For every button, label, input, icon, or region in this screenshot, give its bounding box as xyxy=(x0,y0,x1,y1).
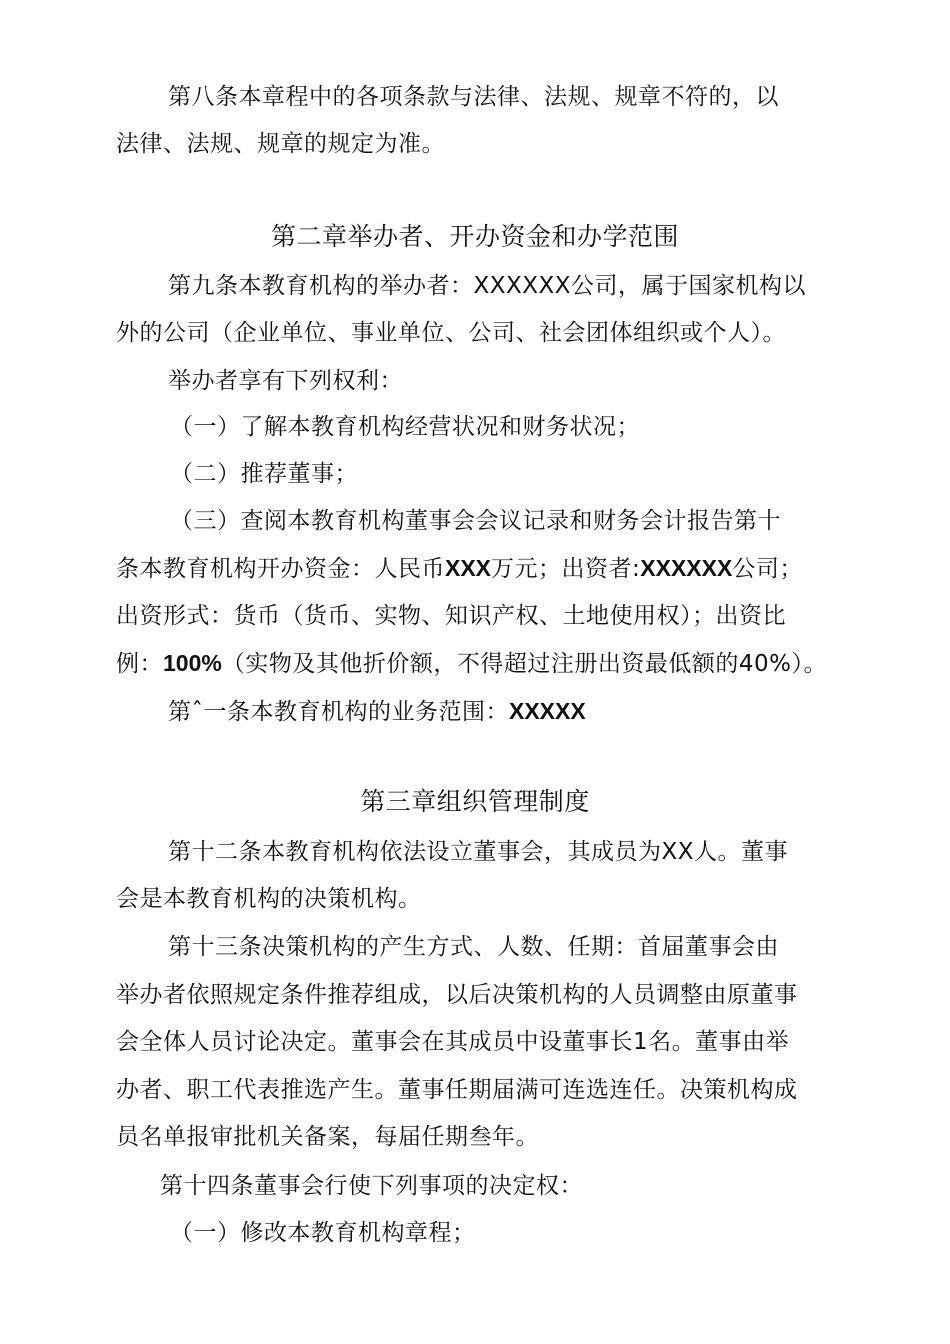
investor-name: XXXXXX xyxy=(640,555,733,581)
article-8-line-1: 第八条本章程中的各项条款与法律、法规、规章不符的，以 xyxy=(168,84,779,110)
article-10-line-1 xyxy=(116,553,803,584)
investment-ratio: 100% xyxy=(163,650,222,676)
board-power-item-1: （一）修改本教育机构章程； xyxy=(170,1220,476,1246)
right-item-2: （二）推荐董事； xyxy=(170,461,358,487)
article-9-line-1: 第九条本教育机构的举办者：XXXXXX公司，属于国家机构以 xyxy=(168,273,807,299)
rights-intro: 举办者享有下列权利： xyxy=(168,368,403,394)
right-item-1: （一）了解本教育机构经营状况和财务状况； xyxy=(170,414,640,440)
article-8-line-2: 法律、法规、规章的规定为准。 xyxy=(116,131,445,157)
article-14-line-1: 第十四条董事会行使下列事项的决定权： xyxy=(160,1173,583,1199)
article-9-line-2: 外的公司（企业单位、事业单位、公司、社会团体组织或个人）。 xyxy=(116,320,786,346)
chapter-3-heading: 第三章组织管理制度 xyxy=(360,787,590,816)
article-13-line-1: 第十三条决策机构的产生方式、人数、任期：首届董事会由 xyxy=(168,934,779,960)
article-12-line-2: 会是本教育机构的决策机构。 xyxy=(116,886,422,912)
article-12-line-1: 第十二条本教育机构依法设立董事会，其成员为XX人。董事 xyxy=(168,839,789,865)
article-11-line xyxy=(168,696,586,727)
business-scope: XXXXX xyxy=(509,698,586,724)
article-10-line-3 xyxy=(116,648,827,679)
chapter-2-heading: 第二章举办者、开办资金和办学范围 xyxy=(270,222,679,251)
right-item-3: （三）查阅本教育机构董事会会议记录和财务会计报告第十 xyxy=(170,508,781,534)
article-10-text-c: 万元；出资者: xyxy=(491,556,641,582)
article-10-text-a: 条本教育机构开办资金：人民币 xyxy=(116,556,445,582)
article-10-line-2: 出资形式：货币（货币、实物、知识产权、土地使用权）；出资比 xyxy=(116,603,786,629)
article-10-text-g: （实物及其他折价额，不得超过注册出资最低额的40%）。 xyxy=(221,651,827,677)
article-13-line-2: 举办者依照规定条件推荐组成，以后决策机构的人员调整由原董事 xyxy=(116,982,798,1008)
capital-amount: XXX xyxy=(445,555,492,581)
article-11-text: 第ˆ一条本教育机构的业务范围： xyxy=(168,699,509,725)
article-13-line-5: 员名单报审批机关备案，每届任期叁年。 xyxy=(116,1124,539,1150)
article-10-text-f: 例： xyxy=(116,651,163,677)
article-13-line-3: 会全体人员讨论决定。董事会在其成员中设董事长1名。董事由举 xyxy=(116,1029,790,1055)
article-13-line-4: 办者、职工代表推选产生。董事任期届满可连选连任。决策机构成 xyxy=(116,1077,798,1103)
article-10-text-e: 公司； xyxy=(732,556,803,582)
